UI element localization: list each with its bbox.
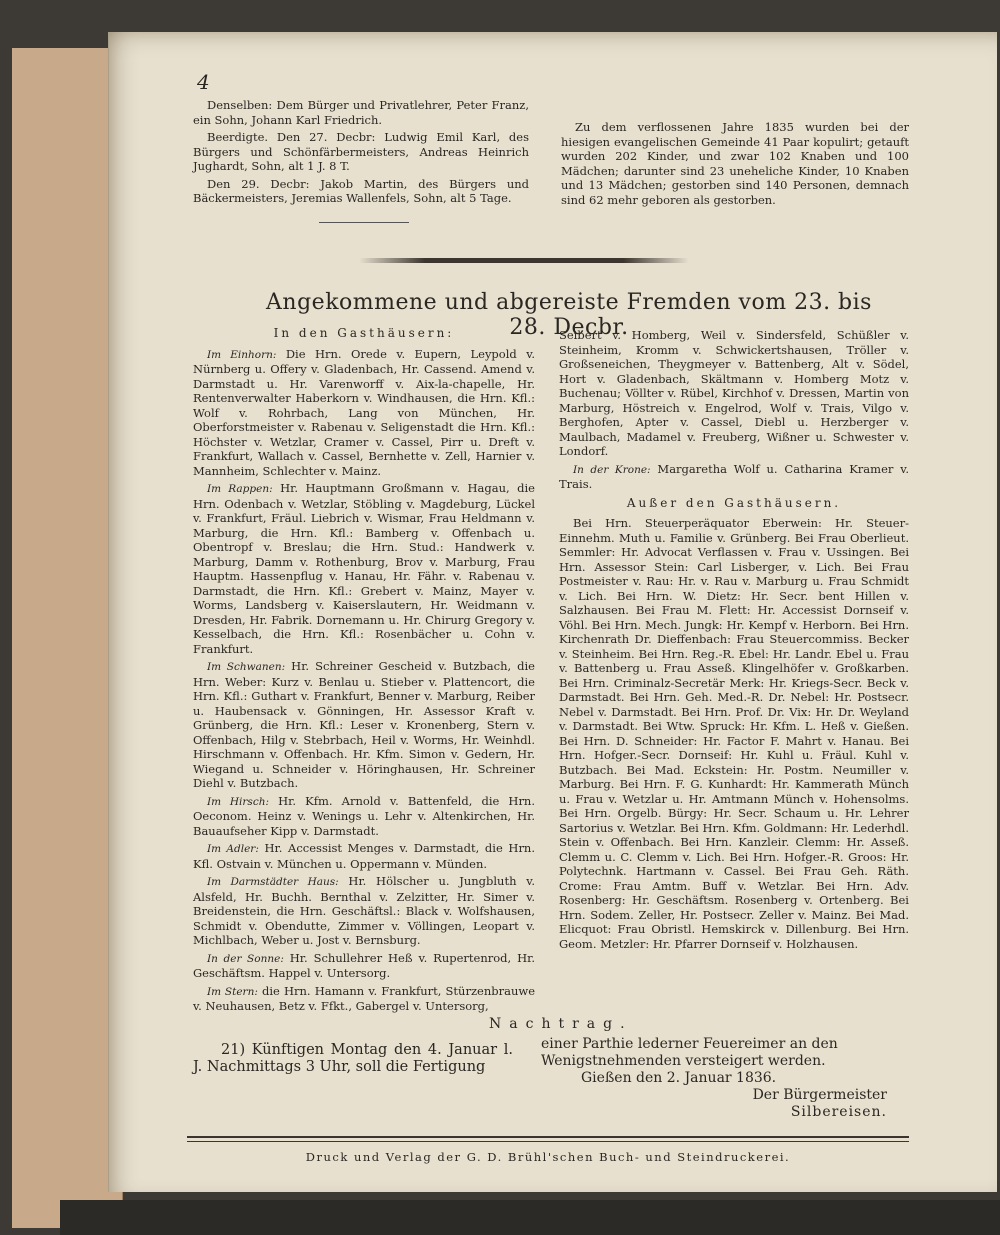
hotel-entry: [193, 659, 535, 791]
guest-list: Margaretha Wolf u. Catharina Kramer v. Trais.: [559, 461, 909, 491]
hotel-name: Im Adler:: [207, 843, 259, 855]
dateline: Gießen den 2. Januar 1836.: [581, 1070, 777, 1086]
guest-list-left-column: [193, 322, 535, 1017]
guest-list-continuation: Seibert v. Homberg, Weil v. Sindersfeld, Schüßler v. Steinheim, Kromm v. Schwickertshausen, Tröller v. Großseneichen, Theygmeyer v. Battenberg, Alt v. Södel, Hort v. Gladenbach, Skältmann v. Homberg Motz v. Buchenau; Völlter v. Rübel, Kirchhof v. Dressen, Martin von Marburg, Höstreich v. Engelrod, Wolf v. Trais, Vilgo v. Berghofen, Apter v. Cassel, Diebl u. Herzberger v. Maulbach, Madamel v. Freuberg, Wißner u. Schwester v. Londorf.: [559, 328, 909, 458]
bottom-rule: [187, 1136, 909, 1142]
hotel-name: Im Schwanen:: [207, 661, 286, 673]
addendum-heading: Nachtrag.: [489, 1016, 633, 1032]
hotel-entry: [193, 951, 535, 981]
register-entry: Beerdigte. Den 27. Decbr: Ludwig Emil Karl, des Bürgers und Schönfärbermeisters, Andreas Heinrich Jughardt, Sohn, alt 1 J. 8 T.: [193, 130, 529, 173]
addendum-right: [541, 1036, 911, 1121]
guest-list: Hr. Schullehrer Heß v. Rupertenrod, Hr. Geschäftsm. Happel v. Untersorg.: [193, 950, 535, 980]
hotel-entry: [193, 984, 535, 1014]
guest-list-right-column: [559, 328, 909, 954]
addendum-left: [193, 1042, 513, 1076]
addendum-notice-continued: einer Parthie lederner Feuereimer an den Wenigstnehmenden versteigert werden.: [541, 1036, 838, 1069]
section-subheading: In den Gasthäusern:: [273, 326, 455, 340]
hotel-name: Im Stern:: [207, 985, 258, 998]
section-subheading: Außer den Gasthäusern.: [626, 495, 842, 510]
section-title: Angekommene und abgereiste Fremden vom 23. bis 28. Decbr.: [266, 290, 872, 340]
register-entry: Denselben: Dem Bürger und Privatlehrer, Peter Franz, ein Sohn, Johann Karl Friedrich.: [193, 98, 529, 127]
annual-statistics: [561, 120, 909, 210]
hotel-name: Im Darmstädter Haus:: [207, 876, 339, 888]
newspaper-page: [108, 32, 997, 1192]
hotel-entry: [193, 347, 535, 479]
ornamental-divider: [359, 258, 689, 263]
hotel-name: Im Hirsch:: [207, 795, 269, 808]
hotel-name: Im Rappen:: [207, 483, 273, 495]
signature-name: Silbereisen.: [790, 1104, 887, 1120]
guest-list: Hr. Hauptmann Großmann v. Hagau, die Hrn. Odenbach v. Wetzlar, Stöbling v. Magdeburg, Lückel v. Frankfurt, Fräul. Liebrich v. Wismar, Frau Heldmann v. Marburg, die Hrn. Kfl.: Bamberg v. Offenbach u. Obentropf v. Breslau; die Hrn. Stud.: Handwerk v. Marburg, Damm v. Rothenburg, Brov v. Marburg, Frau Hauptm. Hassenpflug v. Hanau, Hr. Fähr. v. Rabenau v. Darmstadt, die Hrn. Kfl.: Grebert v. Mainz, Mayer v. Worms, Landsberg v. Kaiserslautern, Hr. Weidmann v. Dresden, Hr. Fabrik. Dornemann u. Hr. Chirurg Gregory v. Kesselbach, die Hrn. Kfl.: Rosenbächer u. Cohn v. Frankfurt.: [193, 481, 535, 656]
hotel-name: Im Einhorn:: [207, 348, 277, 361]
hotel-entry: [559, 462, 909, 492]
guest-list: die Hrn. Hamann v. Frankfurt, Stürzenbrauwe v. Neuhausen, Betz v. Ffkt., Gabergel v. Untersorg,: [193, 983, 535, 1013]
printer-imprint: Druck und Verlag der G. D. Brühl'schen Buch- und Steindruckerei.: [305, 1150, 791, 1164]
civil-register-left: [193, 98, 529, 209]
scan-background: [60, 1200, 1000, 1235]
hotel-name: In der Sonne:: [207, 952, 284, 965]
underlying-page-edge: [12, 48, 123, 1228]
hotel-entry: [193, 874, 535, 948]
hotel-entry: [193, 794, 535, 839]
hotel-entry: [193, 841, 535, 871]
register-entry: Den 29. Decbr: Jakob Martin, des Bürgers und Bäckermeisters, Jeremias Wallenfels, Sohn, alt 5 Tage.: [193, 176, 529, 205]
private-guests: Bei Hrn. Steuerperäquator Eberwein: Hr. Steuer-Einnehm. Muth u. Familie v. Grünberg. Bei Frau Oberlieut. Semmler: Hr. Advocat Verflassen v. Frau v. Ussingen. Bei Hrn. Assessor Stein: Carl Lisberger, v. Lich. Bei Frau Postmeister v. Rau: Hr. v. Rau v. Marburg u. Frau Schmidt v. Lich. Bei Hrn. W. Dietz: Hr. Secr. bent Hillen v. Salzhausen. Bei Frau M. Flett: Hr. Accessist Dornseif v. Vöhl. Bei Hrn. Mech. Jungk: Hr. Kempf v. Herborn. Bei Hrn. Kirchenrath Dr. Dieffenbach: Frau Steuercommiss. Becker v. Steinheim. Bei Hrn. Reg.-R. Ebel: Hr. Landr. Ebel u. Frau v. Battenberg u. Frau Asseß. Klingelhöfer v. Großkarben. Bei Hrn. Criminalz-Secretär Merk: Hr. Kriegs-Secr. Beck v. Darmstadt. Bei Hrn. Geh. Med.-R. Dr. Nebel: Hr. Postsecr. Nebel v. Darmstadt. Bei Hrn. Prof. Dr. Vix: Hr. Dr. Weyland v. Darmstadt. Bei Wtw. Spruck: Hr. Kfm. L. Heß v. Gießen. Bei Hrn. D. Schneider: Hr. Factor F. Mahrt v. Hanau. Bei Hrn. Hofger.-Secr. Dornseif: Hr. Kuhl u. Fräul. Kuhl v. Butzbach. Bei Mad. Eckstein: Hr. Postm. Neumiller v. Marburg. Bei Hrn. F. G. Kunhardt: Hr. Kammerath Münch u. Frau v. Wetzlar u. Hr. Amtmann Münch v. Hohensolms. Bei Hrn. Orgelb. Bürgy: Hr. Secr. Schaum u. Hr. Lehrer Sartorius v. Wetzlar. Bei Hrn. Kfm. Goldmann: Hr. Lederhdl. Stein v. Offenbach. Bei Hrn. Kanzleir. Clemm: Hr. Asseß. Clemm u. C. Clemm v. Lich. Bei Hrn. Hofger.-R. Groos: Hr. Polytechnk. Hartmann v. Cassel. Bei Frau Geh. Räth. Crome: Frau Amtm. Buff v. Wetzlar. Bei Hrn. Adv. Rosenberg: Hr. Geschäftsm. Rosenberg v. Ortenberg. Bei Hrn. Sodem. Zeller, Hr. Postsecr. Zeller v. Mainz. Bei Mad. Elicquot: Frau Obristl. Hemskirck v. Dillenburg. Bei Hrn. Geom. Metzler: Hr. Pfarrer Dornseif v. Holzhausen.: [559, 516, 909, 951]
guest-list: Hr. Accessist Menges v. Darmstadt, die Hrn. Kfl. Ostvain v. München u. Oppermann v. Münden.: [193, 841, 535, 871]
guest-list: Hr. Schreiner Gescheid v. Butzbach, die Hrn. Weber: Kurz v. Benlau u. Stieber v. Plattencort, die Hrn. Kfl.: Guthart v. Frankfurt, Benner v. Marburg, Reiber u. Haubensack v. Gönningen, Hr. Assessor Kraft v. Grünberg, die Hrn. Kfl.: Leser v. Kronenberg, Stern v. Offenbach, Hilg v. Stebrbach, Heil v. Worms, Hr. Weinhdl. Hirschmann v. Offenbach. Hr. Kfm. Simon v. Gedern, Hr. Wiegand u. Schneider v. Höringhausen, Hr. Schreiner Diehl v. Butzbach.: [193, 659, 535, 790]
hotel-entry: [193, 481, 535, 656]
statistics-paragraph: Zu dem verflossenen Jahre 1835 wurden bei der hiesigen evangelischen Gemeinde 41 Paar kopulirt; getauft wurden 202 Kinder, und zwar 102 Knaben und 100 Mädchen; darunter sind 23 uneheliche Kinder, 10 Knaben und 13 Mädchen; gestorben sind 140 Personen, demnach sind 62 mehr geboren als gestorben.: [561, 120, 909, 207]
short-rule: [319, 222, 409, 223]
guest-list: Hr. Kfm. Arnold v. Battenfeld, die Hrn. Oeconom. Heinz v. Wenings u. Lehr v. Altenkirchen, Hr. Bauaufseher Kipp v. Darmstadt.: [193, 793, 535, 838]
addendum-notice: 21) Künftigen Montag den 4. Januar l. J. Nachmittags 3 Uhr, soll die Fertigung: [193, 1042, 513, 1075]
guest-list: Die Hrn. Orede v. Eupern, Leypold v. Nürnberg u. Offery v. Gladenbach, Hr. Cassend. Amend v. Darmstadt u. Hr. Varenworff v. Aix-la-chapelle, Hr. Rentenverwalter Haberkorn v. Windhausen, die Hrn. Kfl.: Wolf v. Rohrbach, Lang von München, Hr. Oberforstmeister v. Rabenau v. Seligenstadt die Hrn. Kfl.: Höchster v. Wetzlar, Cramer v. Cassel, Pirr u. Dreft v. Frankfurt, Wallach v. Cassel, Bernhette v. Zell, Harnier v. Mannheim, Schlechter v. Mainz.: [193, 346, 535, 478]
page-number: 4: [197, 70, 210, 94]
guest-list: Hr. Hölscher u. Jungbluth v. Alsfeld, Hr. Buchh. Bernthal v. Zelzitter, Hr. Simer v. Breidenstein, die Hrn. Geschäftsl.: Black v. Wolfshausen, Schmidt v. Obendutte, Zimmer v. Völlingen, Leopart v. Michlbach, Weber u. Jost v. Bernsburg.: [193, 874, 535, 947]
hotel-name: In der Krone:: [573, 463, 651, 476]
signature-title: Der Bürgermeister: [752, 1087, 887, 1103]
